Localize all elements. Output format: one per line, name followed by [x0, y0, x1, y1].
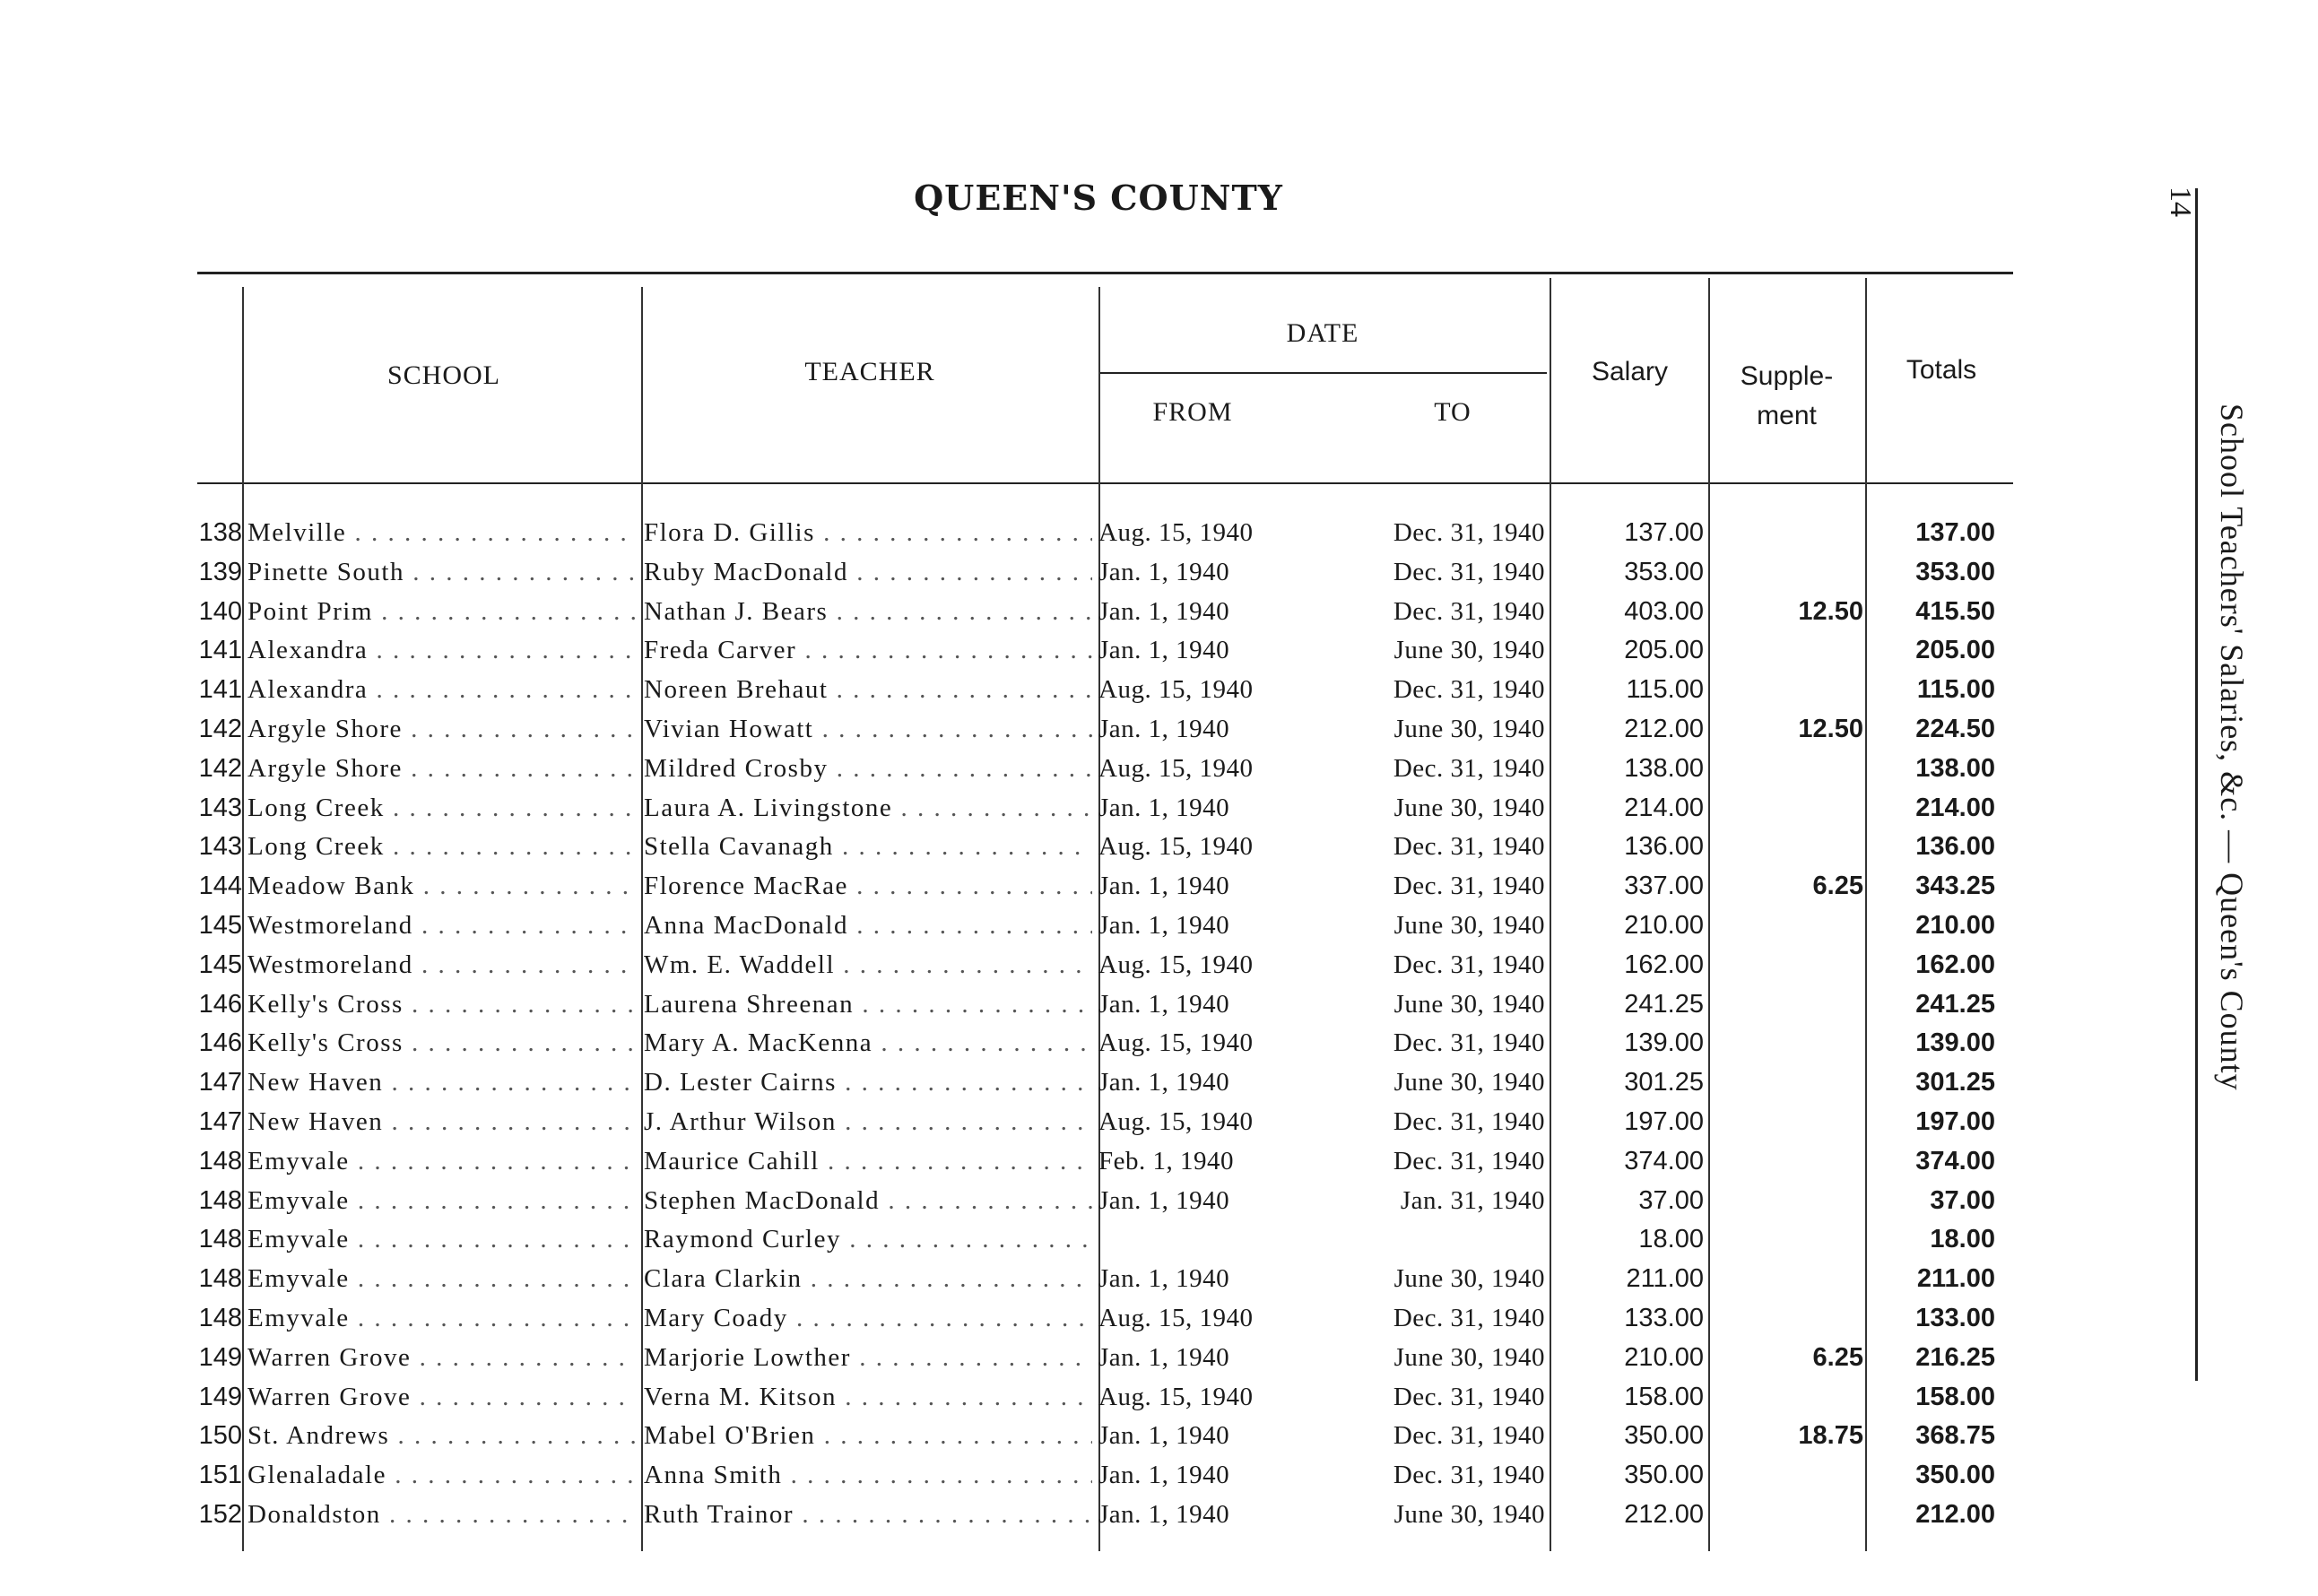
school-name: Donaldston . . . — [247, 1500, 635, 1530]
teacher-name: Ruth Trainor . . . — [644, 1500, 1092, 1530]
total: 211.00 — [1916, 1264, 1995, 1294]
row-number: 144 — [198, 872, 242, 901]
row-number: 152 — [198, 1499, 242, 1529]
row-number: 146 — [198, 1028, 242, 1058]
side-rule — [2195, 188, 2198, 1381]
table-row — [179, 1421, 2018, 1461]
row-number: 140 — [198, 596, 242, 626]
school-name: Emyvale . . . — [247, 1147, 635, 1176]
table-row — [179, 911, 2018, 950]
table-top-rule — [197, 272, 2013, 274]
row-number: 148 — [198, 1185, 242, 1215]
supplement: 6.25 — [1812, 872, 1863, 901]
salary: 353.00 — [1624, 557, 1704, 586]
salary: 162.00 — [1624, 950, 1704, 979]
date-to: June 30, 1940 — [1393, 1068, 1545, 1097]
salary: 138.00 — [1624, 753, 1704, 783]
date-from: Aug. 15, 1940 — [1098, 518, 1254, 547]
school-name: Argyle Shore . . . — [247, 715, 635, 744]
total: 343.25 — [1915, 872, 1995, 901]
total: 374.00 — [1915, 1146, 1995, 1175]
school-name: Long Creek . . . — [247, 794, 635, 823]
date-from: Aug. 15, 1940 — [1098, 1028, 1254, 1058]
teacher-name: Mary A. MacKenna . . . — [644, 1028, 1092, 1058]
school-name: Warren Grove . . . — [247, 1343, 635, 1373]
teacher-name: Ruby MacDonald . . . — [644, 558, 1092, 587]
header-supplement-line2: ment — [1757, 401, 1817, 430]
table-row — [179, 675, 2018, 715]
salary: 137.00 — [1624, 518, 1704, 547]
date-from: Aug. 15, 1940 — [1098, 950, 1254, 979]
school-name: Kelly's Cross . . . — [247, 990, 635, 1019]
table-row — [179, 832, 2018, 872]
date-to: Dec. 31, 1940 — [1393, 832, 1545, 862]
salary: 136.00 — [1624, 832, 1704, 862]
total: 37.00 — [1930, 1185, 1995, 1215]
salary: 115.00 — [1626, 675, 1704, 705]
salary: 301.25 — [1624, 1068, 1704, 1097]
salary: 133.00 — [1624, 1303, 1704, 1332]
total: 214.00 — [1915, 793, 1995, 822]
row-number: 142 — [198, 753, 242, 783]
total: 205.00 — [1915, 636, 1995, 665]
school-name: Kelly's Cross . . . — [247, 1028, 635, 1058]
teacher-name: Wm. E. Waddell . . . — [644, 950, 1092, 980]
school-name: Long Creek . . . — [247, 832, 635, 862]
row-number: 149 — [198, 1342, 242, 1372]
salary: 212.00 — [1624, 714, 1704, 743]
teacher-name: Stella Cavanagh . . . — [644, 832, 1092, 862]
school-name: Emyvale . . . — [247, 1225, 635, 1254]
row-number: 145 — [198, 910, 242, 940]
salary: 139.00 — [1624, 1028, 1704, 1058]
row-number: 138 — [198, 518, 242, 547]
teacher-name: Clara Clarkin . . . — [644, 1264, 1092, 1294]
supplement: 6.25 — [1812, 1342, 1863, 1372]
total: 212.00 — [1915, 1499, 1995, 1529]
supplement: 12.50 — [1798, 596, 1863, 626]
teacher-name: Maurice Cahill . . . — [644, 1147, 1092, 1176]
header-date: DATE — [1286, 318, 1359, 348]
date-from: Aug. 15, 1940 — [1098, 1106, 1254, 1136]
salary: 241.25 — [1624, 989, 1704, 1019]
salary: 350.00 — [1624, 1421, 1704, 1451]
row-number: 143 — [198, 793, 242, 822]
row-number: 142 — [198, 714, 242, 743]
side-caption: School Teachers' Salaries, &c. — Queen's County — [2214, 403, 2250, 1091]
table-row — [179, 1186, 2018, 1226]
total: 18.00 — [1930, 1225, 1995, 1254]
table-row — [179, 1068, 2018, 1107]
row-number: 145 — [198, 950, 242, 979]
row-number: 139 — [198, 557, 242, 586]
teacher-name: Raymond Curley . . . — [644, 1225, 1092, 1254]
date-from: Feb. 1, 1940 — [1098, 1146, 1234, 1175]
date-from: Aug. 15, 1940 — [1098, 1303, 1254, 1332]
total: 241.25 — [1915, 989, 1995, 1019]
date-from: Jan. 1, 1940 — [1098, 1499, 1230, 1529]
total: 197.00 — [1915, 1106, 1995, 1136]
date-to: June 30, 1940 — [1393, 910, 1545, 940]
school-name: Argyle Shore . . . — [247, 754, 635, 784]
total: 210.00 — [1915, 910, 1995, 940]
table-row — [179, 518, 2018, 558]
teacher-name: Flora D. Gillis . . . — [644, 518, 1092, 548]
header-totals: Totals — [1906, 355, 1977, 385]
date-from: Jan. 1, 1940 — [1098, 1421, 1230, 1451]
date-to: June 30, 1940 — [1393, 793, 1545, 822]
teacher-name: D. Lester Cairns . . . — [644, 1068, 1092, 1097]
table-row — [179, 1264, 2018, 1304]
total: 136.00 — [1915, 832, 1995, 862]
date-divider-rule — [1098, 372, 1547, 374]
supplement: 18.75 — [1798, 1421, 1863, 1451]
date-from: Jan. 1, 1940 — [1098, 596, 1230, 626]
table-row — [179, 950, 2018, 990]
date-from: Aug. 15, 1940 — [1098, 675, 1254, 705]
date-to: Dec. 31, 1940 — [1393, 1382, 1545, 1411]
school-name: New Haven . . . — [247, 1107, 635, 1137]
date-from: Jan. 1, 1940 — [1098, 1264, 1230, 1294]
date-to: June 30, 1940 — [1393, 714, 1545, 743]
date-to: Dec. 31, 1940 — [1393, 1106, 1545, 1136]
row-number: 148 — [198, 1264, 242, 1294]
school-name: Alexandra . . . — [247, 675, 635, 705]
date-to: Dec. 31, 1940 — [1393, 753, 1545, 783]
date-to: Dec. 31, 1940 — [1393, 1028, 1545, 1058]
salary: 210.00 — [1624, 1342, 1704, 1372]
school-name: Emyvale . . . — [247, 1304, 635, 1333]
teacher-name: Marjorie Lowther . . . — [644, 1343, 1092, 1373]
date-to: Dec. 31, 1940 — [1393, 518, 1545, 547]
table-row — [179, 794, 2018, 833]
salary: 158.00 — [1624, 1382, 1704, 1411]
row-number: 147 — [198, 1068, 242, 1097]
teacher-name: Stephen MacDonald . . . — [644, 1186, 1092, 1216]
date-to: Dec. 31, 1940 — [1393, 557, 1545, 586]
total: 350.00 — [1915, 1461, 1995, 1490]
total: 301.25 — [1915, 1068, 1995, 1097]
date-to: June 30, 1940 — [1393, 989, 1545, 1019]
row-number: 150 — [198, 1421, 242, 1451]
salary: 403.00 — [1624, 596, 1704, 626]
salary: 374.00 — [1624, 1146, 1704, 1175]
table-row — [179, 1028, 2018, 1068]
teacher-name: Verna M. Kitson . . . — [644, 1383, 1092, 1412]
salary: 350.00 — [1624, 1461, 1704, 1490]
date-from: Jan. 1, 1940 — [1098, 714, 1230, 743]
total: 115.00 — [1916, 675, 1995, 705]
row-number: 141 — [198, 636, 242, 665]
row-number: 143 — [198, 832, 242, 862]
supplement: 12.50 — [1798, 714, 1863, 743]
table-row — [179, 636, 2018, 675]
header-teacher: TEACHER — [804, 357, 935, 386]
school-name: Alexandra . . . — [247, 636, 635, 665]
date-from: Aug. 15, 1940 — [1098, 753, 1254, 783]
total: 353.00 — [1915, 557, 1995, 586]
salary: 337.00 — [1624, 872, 1704, 901]
salary: 205.00 — [1624, 636, 1704, 665]
salary: 18.00 — [1638, 1225, 1704, 1254]
salary: 211.00 — [1626, 1264, 1704, 1294]
school-name: Meadow Bank . . . — [247, 872, 635, 901]
date-to: Dec. 31, 1940 — [1393, 1303, 1545, 1332]
total: 158.00 — [1915, 1382, 1995, 1411]
row-number: 141 — [198, 675, 242, 705]
total: 137.00 — [1915, 518, 1995, 547]
table-row — [179, 1147, 2018, 1186]
date-from: Jan. 1, 1940 — [1098, 636, 1230, 665]
date-from: Jan. 1, 1940 — [1098, 1185, 1230, 1215]
date-from: Jan. 1, 1940 — [1098, 1342, 1230, 1372]
teacher-name: Freda Carver . . . — [644, 636, 1092, 665]
teacher-name: Mabel O'Brien . . . — [644, 1421, 1092, 1451]
school-name: Pinette South . . . — [247, 558, 635, 587]
school-name: Westmoreland . . . — [247, 950, 635, 980]
salary-table-body — [179, 518, 2018, 1540]
date-to: June 30, 1940 — [1393, 636, 1545, 665]
school-name: Glenaladale . . . — [247, 1461, 635, 1490]
salary: 214.00 — [1624, 793, 1704, 822]
teacher-name: Laurena Shreenan . . . — [644, 990, 1092, 1019]
date-to: Dec. 31, 1940 — [1393, 872, 1545, 901]
row-number: 146 — [198, 989, 242, 1019]
date-from: Jan. 1, 1940 — [1098, 1461, 1230, 1490]
date-from: Jan. 1, 1940 — [1098, 989, 1230, 1019]
date-to: June 30, 1940 — [1393, 1342, 1545, 1372]
salary: 212.00 — [1624, 1499, 1704, 1529]
teacher-name: Anna MacDonald . . . — [644, 911, 1092, 941]
table-row — [179, 872, 2018, 911]
school-name: Melville . . . — [247, 518, 635, 548]
page-number: 14 — [2164, 186, 2197, 217]
date-from: Jan. 1, 1940 — [1098, 557, 1230, 586]
teacher-name: J. Arthur Wilson . . . — [644, 1107, 1092, 1137]
header-supplement-line1: Supple- — [1740, 361, 1834, 391]
school-name: Westmoreland . . . — [247, 911, 635, 941]
table-row — [179, 1500, 2018, 1540]
total: 368.75 — [1915, 1421, 1995, 1451]
table-row — [179, 1225, 2018, 1264]
school-name: Warren Grove . . . — [247, 1383, 635, 1412]
date-from: Jan. 1, 1940 — [1098, 872, 1230, 901]
table-row — [179, 558, 2018, 597]
total: 216.25 — [1915, 1342, 1995, 1372]
table-row — [179, 1383, 2018, 1422]
date-to: Jan. 31, 1940 — [1400, 1185, 1545, 1215]
salary: 210.00 — [1624, 910, 1704, 940]
date-to: Dec. 31, 1940 — [1393, 1421, 1545, 1451]
total: 133.00 — [1915, 1303, 1995, 1332]
date-to: Dec. 31, 1940 — [1393, 950, 1545, 979]
date-from: Jan. 1, 1940 — [1098, 1068, 1230, 1097]
table-row — [179, 1304, 2018, 1343]
header-supplement — [1713, 357, 1861, 436]
teacher-name: Mary Coady . . . — [644, 1304, 1092, 1333]
date-to: June 30, 1940 — [1393, 1264, 1545, 1294]
total: 415.50 — [1915, 596, 1995, 626]
total: 138.00 — [1915, 753, 1995, 783]
date-to: Dec. 31, 1940 — [1393, 675, 1545, 705]
row-number: 147 — [198, 1106, 242, 1136]
table-row — [179, 990, 2018, 1029]
row-number: 148 — [198, 1146, 242, 1175]
school-name: Emyvale . . . — [247, 1264, 635, 1294]
row-number: 148 — [198, 1225, 242, 1254]
table-row — [179, 597, 2018, 637]
teacher-name: Noreen Brehaut . . . — [644, 675, 1092, 705]
date-from: Aug. 15, 1940 — [1098, 1382, 1254, 1411]
teacher-name: Florence MacRae . . . — [644, 872, 1092, 901]
date-to: June 30, 1940 — [1393, 1499, 1545, 1529]
header-from: FROM — [1152, 397, 1233, 427]
teacher-name: Nathan J. Bears . . . — [644, 597, 1092, 627]
table-row — [179, 1461, 2018, 1500]
date-to: Dec. 31, 1940 — [1393, 1146, 1545, 1175]
teacher-name: Anna Smith . . . — [644, 1461, 1092, 1490]
school-name: Point Prim . . . — [247, 597, 635, 627]
header-school: SCHOOL — [386, 360, 500, 390]
date-from: Jan. 1, 1940 — [1098, 910, 1230, 940]
school-name: New Haven . . . — [247, 1068, 635, 1097]
teacher-name: Vivian Howatt . . . — [644, 715, 1092, 744]
page-title: QUEEN'S COUNTY — [914, 178, 1283, 218]
date-from: Aug. 15, 1940 — [1098, 832, 1254, 862]
header-to: TO — [1434, 397, 1472, 427]
header-bottom-rule — [197, 482, 2013, 484]
date-to: Dec. 31, 1940 — [1393, 1461, 1545, 1490]
table-row — [179, 1343, 2018, 1383]
school-name: St. Andrews . . . — [247, 1421, 635, 1451]
header-salary: Salary — [1591, 357, 1669, 386]
school-name: Emyvale . . . — [247, 1186, 635, 1216]
total: 139.00 — [1915, 1028, 1995, 1058]
row-number: 151 — [198, 1461, 242, 1490]
date-to: Dec. 31, 1940 — [1393, 596, 1545, 626]
total: 162.00 — [1915, 950, 1995, 979]
row-number: 148 — [198, 1303, 242, 1332]
teacher-name: Mildred Crosby . . . — [644, 754, 1092, 784]
table-row — [179, 715, 2018, 754]
date-from: Jan. 1, 1940 — [1098, 793, 1230, 822]
teacher-name: Laura A. Livingstone . . . — [644, 794, 1092, 823]
total: 224.50 — [1915, 714, 1995, 743]
table-row — [179, 1107, 2018, 1147]
row-number: 149 — [198, 1382, 242, 1411]
salary: 197.00 — [1624, 1106, 1704, 1136]
salary: 37.00 — [1638, 1185, 1704, 1215]
table-row — [179, 754, 2018, 794]
